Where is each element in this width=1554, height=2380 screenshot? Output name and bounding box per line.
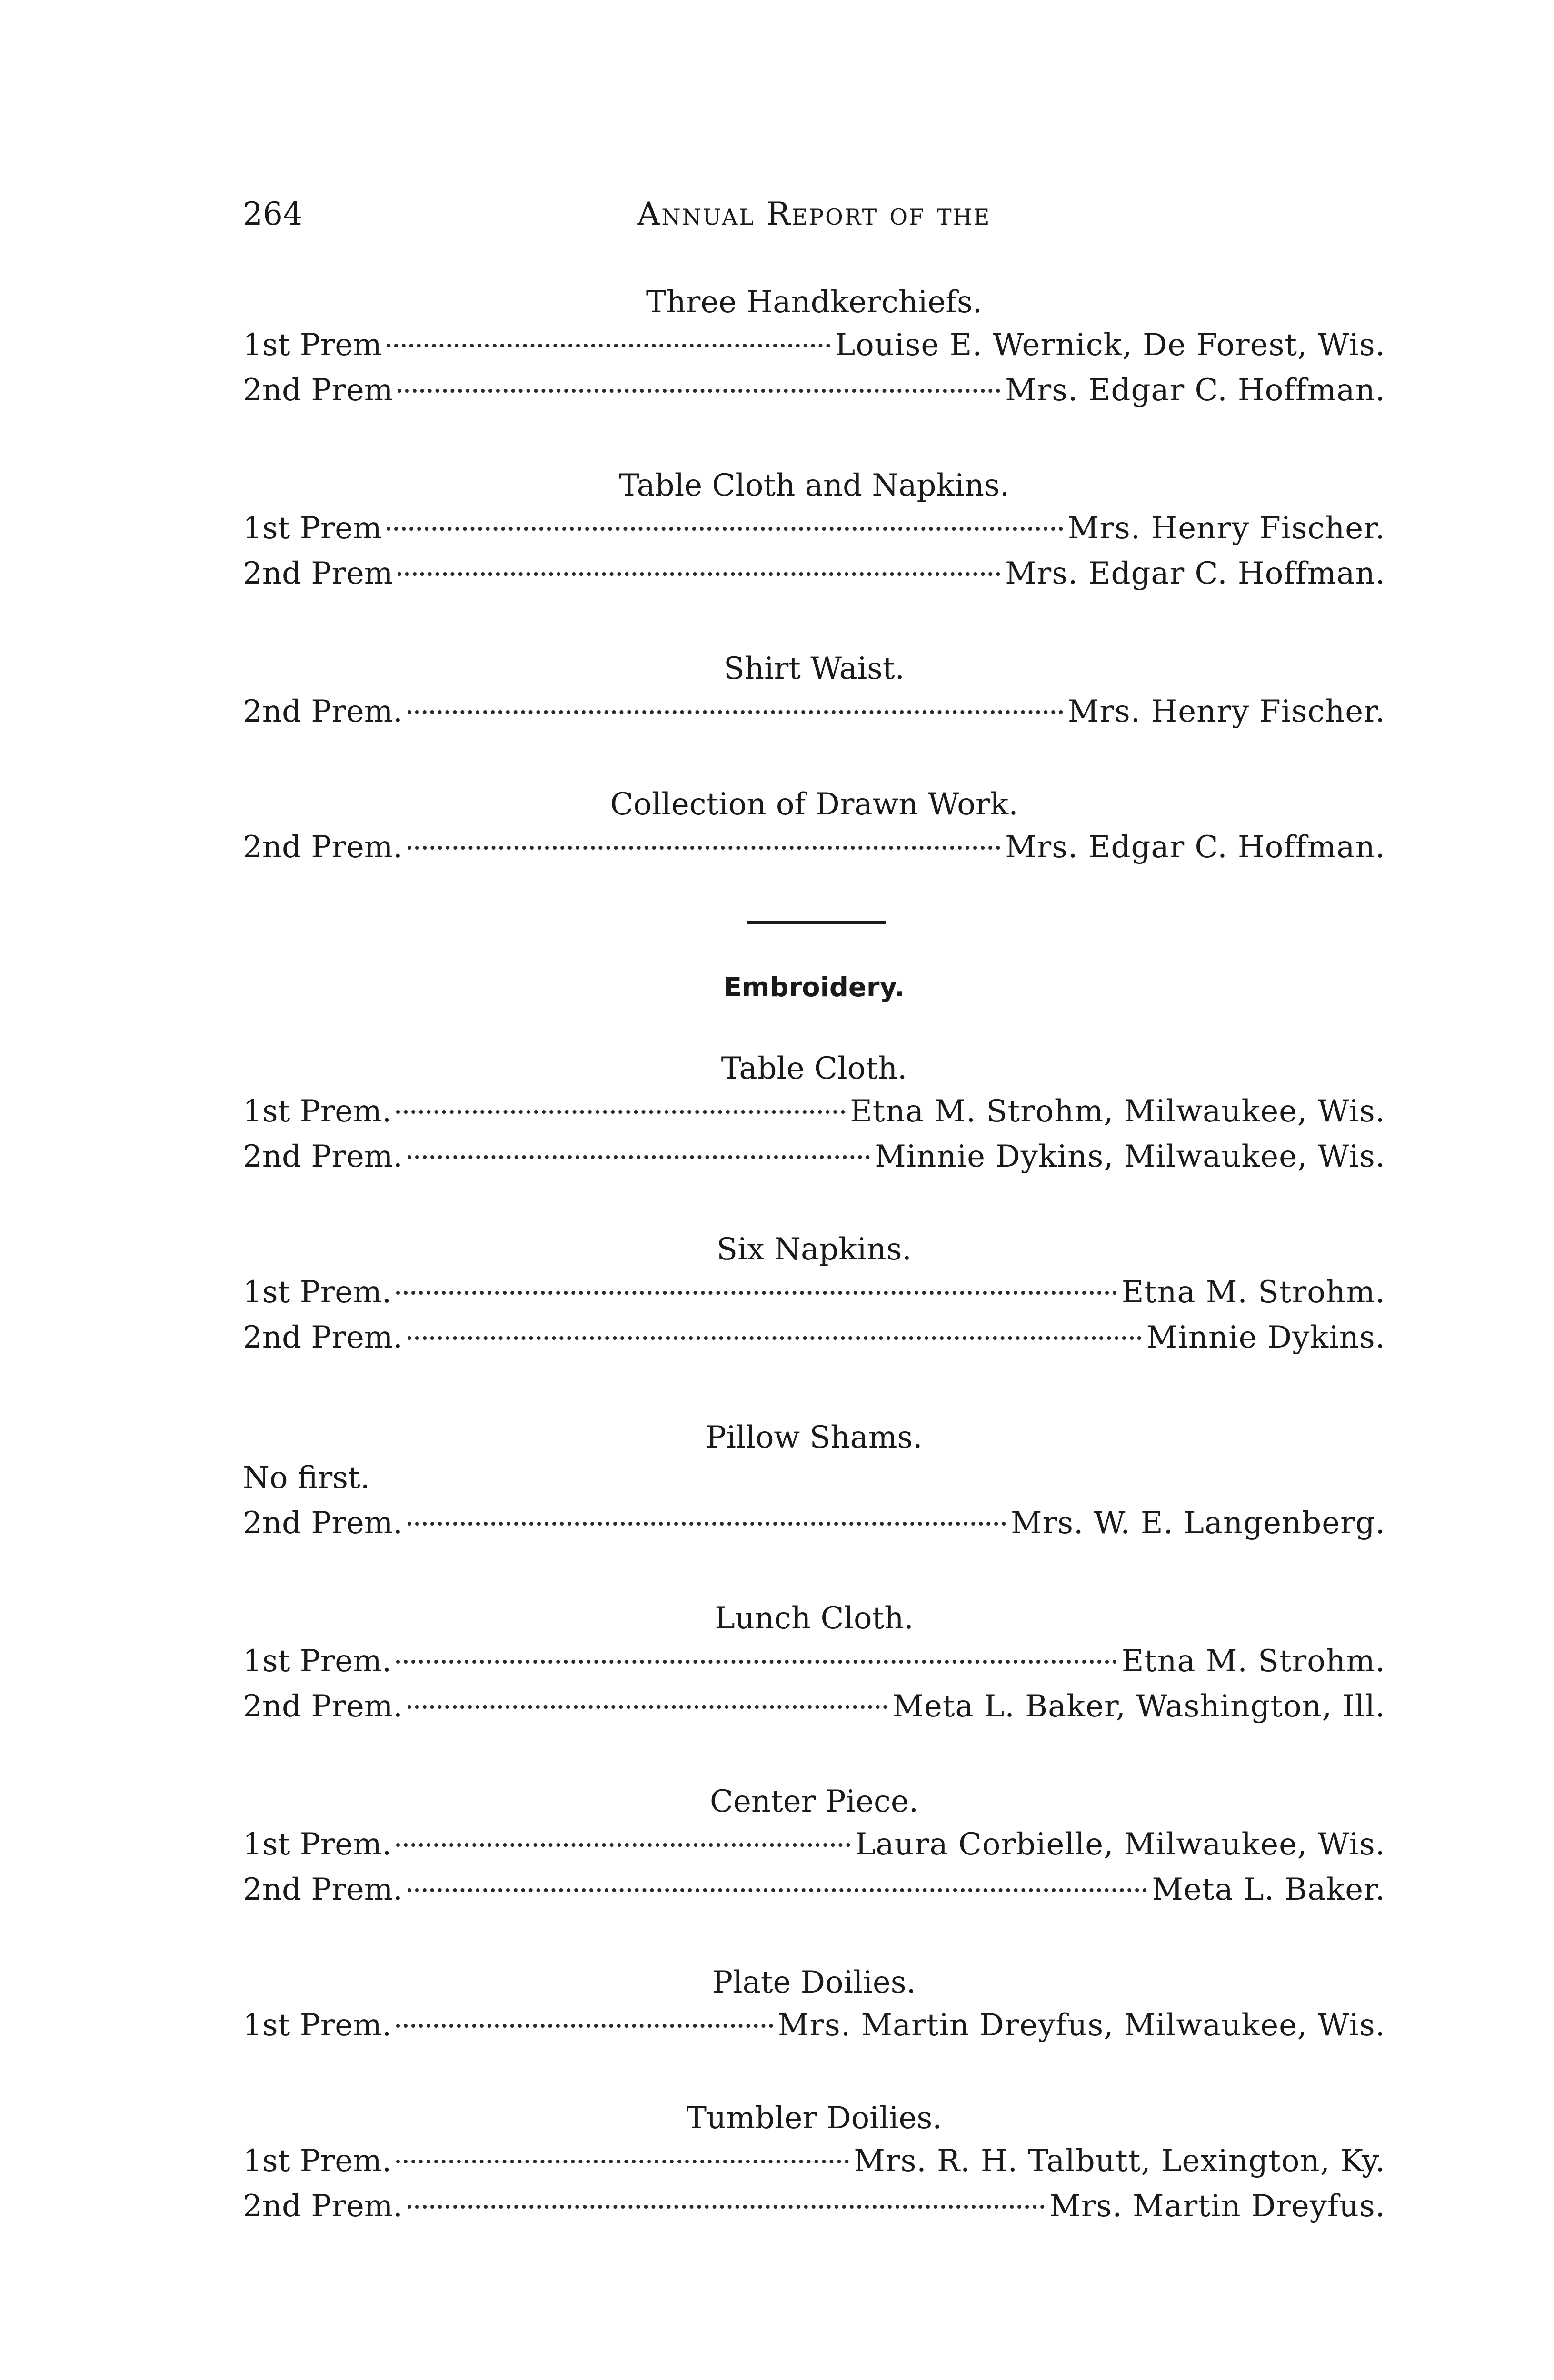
dot-leader xyxy=(408,1155,870,1159)
award-entry xyxy=(243,324,1385,367)
award-label: 1st Prem. xyxy=(243,1644,392,1679)
award-winner: Etna M. Strohm, Milwaukee, Wis. xyxy=(850,1094,1385,1129)
running-head: Annual Report of the xyxy=(637,196,991,232)
dot-leader xyxy=(396,2160,849,2163)
award-winner: Mrs. R. H. Talbutt, Lexington, Ky. xyxy=(854,2143,1385,2179)
section-heading: Three Handkerchiefs. xyxy=(646,285,983,320)
section-heading: Tumbler Doilies. xyxy=(686,2101,942,2136)
section-heading: Six Napkins. xyxy=(717,1232,912,1267)
dot-leader xyxy=(398,572,1000,576)
award-label: 2nd Prem. xyxy=(243,1320,403,1355)
dot-leader xyxy=(408,1336,1142,1340)
award-label: 2nd Prem. xyxy=(243,1139,403,1174)
award-winner: Mrs. W. E. Langenberg. xyxy=(1010,1506,1385,1541)
award-label: 2nd Prem. xyxy=(243,830,403,865)
dot-leader xyxy=(398,389,1000,393)
award-entry xyxy=(243,1640,1385,1683)
dot-leader xyxy=(396,1660,1117,1664)
section-heading: Collection of Drawn Work. xyxy=(610,787,1018,822)
section-heading: Plate Doilies. xyxy=(712,1965,916,2000)
award-entry xyxy=(243,2004,1385,2047)
embroidery-title: Embroidery. xyxy=(723,972,905,1003)
award-winner: Etna M. Strohm. xyxy=(1121,1275,1385,1310)
dot-leader xyxy=(396,2024,773,2028)
award-entry xyxy=(243,690,1385,733)
award-entry xyxy=(243,826,1385,869)
award-winner: Mrs. Henry Fischer. xyxy=(1067,511,1385,546)
award-winner: Etna M. Strohm. xyxy=(1121,1644,1385,1679)
award-entry xyxy=(243,369,1385,412)
dot-leader xyxy=(396,1291,1117,1295)
award-label: 2nd Prem xyxy=(243,373,393,408)
award-label: 2nd Prem. xyxy=(243,1689,403,1724)
page-number: 264 xyxy=(243,196,303,232)
award-entry xyxy=(243,1271,1385,1314)
award-entry xyxy=(243,1135,1385,1178)
award-entry xyxy=(243,1090,1385,1133)
award-winner: Mrs. Edgar C. Hoffman. xyxy=(1005,373,1385,408)
dot-leader xyxy=(408,846,1000,850)
dot-leader xyxy=(396,1843,850,1847)
section-heading: Table Cloth and Napkins. xyxy=(618,468,1010,503)
dot-leader xyxy=(387,344,830,347)
dot-leader xyxy=(408,1705,887,1709)
award-entry xyxy=(243,1502,1385,1545)
award-winner: Mrs. Edgar C. Hoffman. xyxy=(1005,556,1385,591)
section-divider xyxy=(747,921,886,924)
award-winner: Minnie Dykins. xyxy=(1146,1320,1385,1355)
award-entry xyxy=(243,2140,1385,2182)
dot-leader xyxy=(408,1522,1006,1526)
section-heading: Pillow Shams. xyxy=(706,1420,923,1455)
award-winner: Mrs. Edgar C. Hoffman. xyxy=(1005,830,1385,865)
section-heading: Shirt Waist. xyxy=(724,651,905,686)
award-entry xyxy=(243,507,1385,550)
award-winner: Meta L. Baker, Washington, Ill. xyxy=(892,1689,1385,1724)
award-entry xyxy=(243,1316,1385,1359)
award-label: 2nd Prem. xyxy=(243,1872,403,1907)
award-label: 2nd Prem. xyxy=(243,694,403,729)
award-winner: Minnie Dykins, Milwaukee, Wis. xyxy=(875,1139,1385,1174)
award-entry xyxy=(243,1823,1385,1866)
award-label: 1st Prem. xyxy=(243,2143,392,2179)
award-winner: Mrs. Martin Dreyfus, Milwaukee, Wis. xyxy=(777,2008,1385,2043)
award-label: 2nd Prem. xyxy=(243,1506,403,1541)
award-winner: Mrs. Henry Fischer. xyxy=(1067,694,1385,729)
award-label: 1st Prem. xyxy=(243,2008,392,2043)
award-label: 1st Prem. xyxy=(243,1827,392,1862)
award-label: 1st Prem. xyxy=(243,1275,392,1310)
award-label: 1st Prem xyxy=(243,327,382,363)
dot-leader xyxy=(387,527,1063,531)
dot-leader xyxy=(408,2205,1045,2209)
section-heading: Table Cloth. xyxy=(721,1051,907,1086)
award-label: 1st Prem. xyxy=(243,1094,392,1129)
award-winner: Meta L. Baker. xyxy=(1152,1872,1385,1907)
award-entry xyxy=(243,1868,1385,1911)
dot-leader xyxy=(408,1888,1147,1892)
award-entry xyxy=(243,1685,1385,1728)
award-winner: Louise E. Wernick, De Forest, Wis. xyxy=(835,327,1385,363)
dot-leader xyxy=(408,710,1063,714)
award-label: 2nd Prem. xyxy=(243,2189,403,2224)
section-note: No first. xyxy=(243,1460,370,1496)
section-heading: Lunch Cloth. xyxy=(715,1601,914,1636)
award-entry xyxy=(243,2185,1385,2228)
award-winner: Laura Corbielle, Milwaukee, Wis. xyxy=(855,1827,1385,1862)
award-label: 1st Prem xyxy=(243,511,382,546)
award-entry xyxy=(243,552,1385,595)
dot-leader xyxy=(396,1110,845,1114)
award-label: 2nd Prem xyxy=(243,556,393,591)
page-header xyxy=(243,190,1385,243)
award-winner: Mrs. Martin Dreyfus. xyxy=(1049,2189,1385,2224)
section-heading: Center Piece. xyxy=(709,1784,919,1819)
